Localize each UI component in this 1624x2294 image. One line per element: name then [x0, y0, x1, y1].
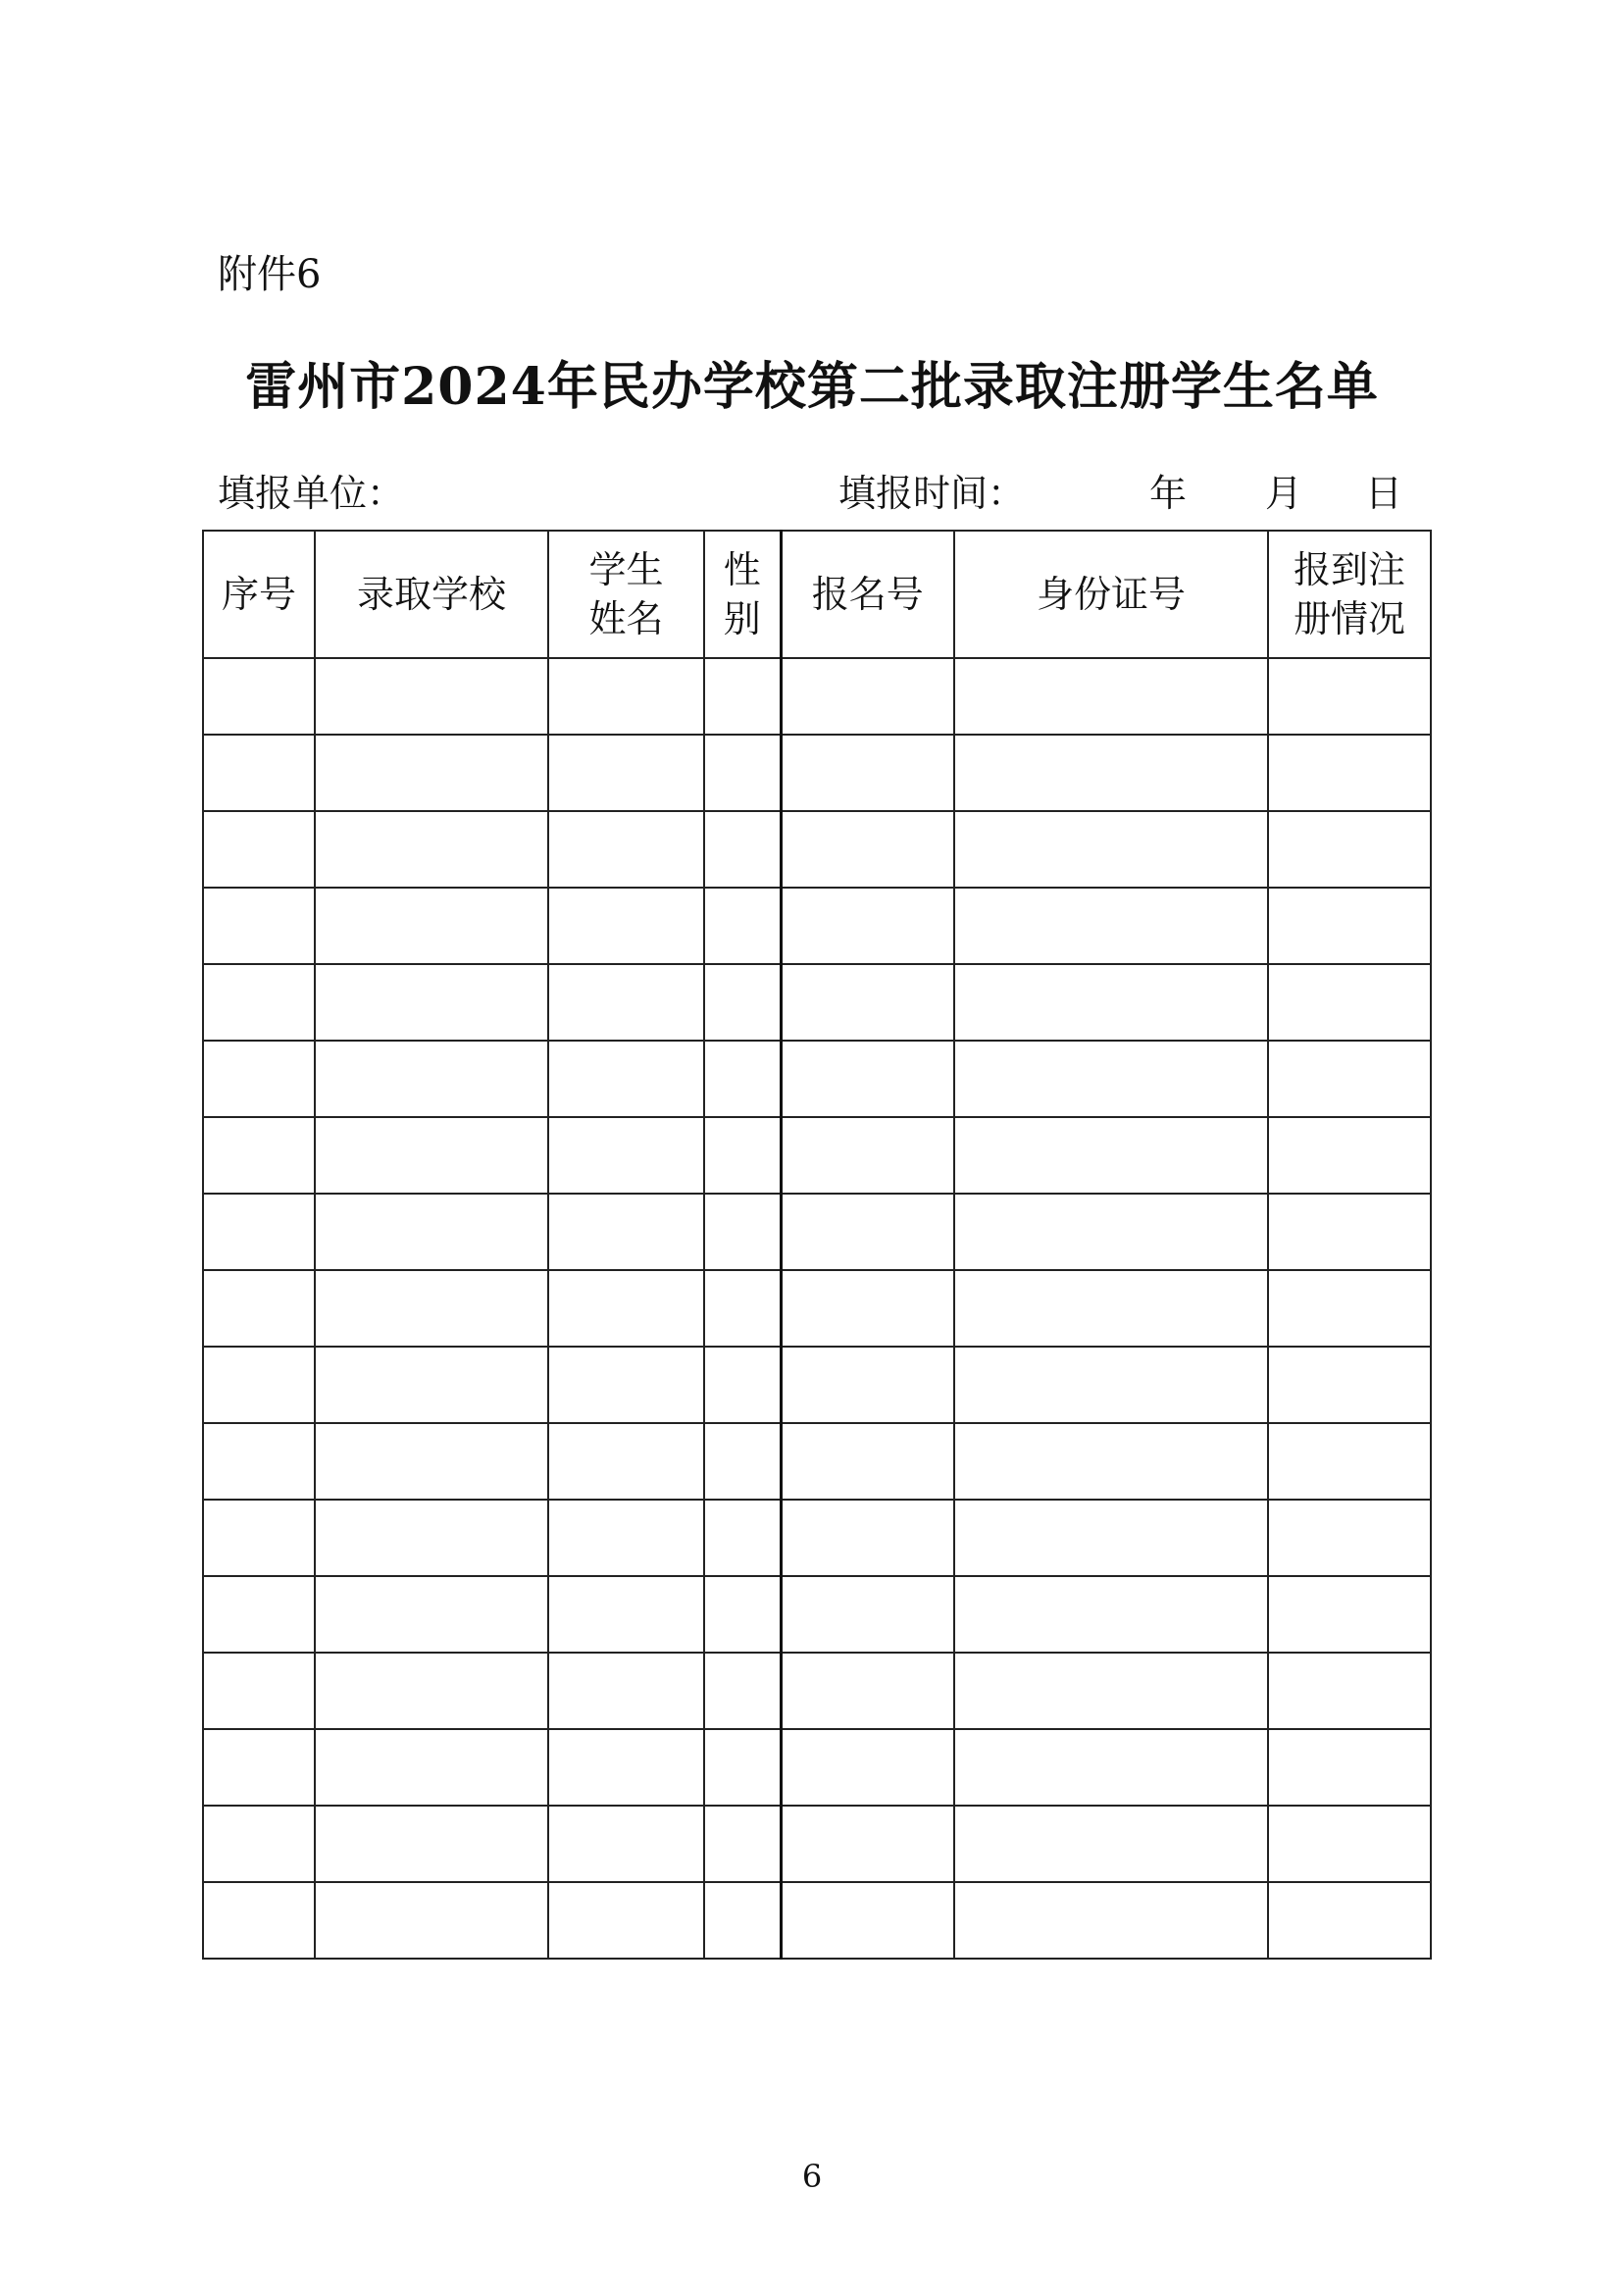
table-cell — [704, 1806, 781, 1882]
table-cell — [781, 735, 954, 811]
table-cell — [203, 1347, 315, 1423]
table-cell — [781, 1347, 954, 1423]
header-registration-status-line1: 报到注 — [1293, 548, 1405, 591]
fill-day-label: 日 — [1365, 472, 1403, 515]
table-cell — [704, 1117, 781, 1194]
table-cell — [1268, 964, 1431, 1041]
header-admitted-school — [315, 531, 548, 658]
table-cell — [548, 1347, 704, 1423]
header-registration-number-text: 报名号 — [811, 573, 924, 616]
table-cell — [954, 1500, 1268, 1576]
table-cell — [548, 1882, 704, 1959]
attachment-label: 附件6 — [218, 252, 322, 297]
table-cell — [548, 1806, 704, 1882]
table-cell — [954, 1194, 1268, 1270]
header-gender-line2: 别 — [723, 597, 761, 640]
table-cell — [781, 1500, 954, 1576]
table-row — [203, 1653, 1431, 1729]
table-cell — [548, 1117, 704, 1194]
table-row — [203, 1347, 1431, 1423]
header-student-name-line2: 姓名 — [588, 597, 664, 640]
table-cell — [315, 1117, 548, 1194]
table-cell — [954, 735, 1268, 811]
table-row — [203, 811, 1431, 888]
table-cell — [781, 964, 954, 1041]
table-row — [203, 1423, 1431, 1500]
table-cell — [203, 1729, 315, 1806]
table-row — [203, 1117, 1431, 1194]
table-cell — [203, 735, 315, 811]
table-cell — [1268, 1729, 1431, 1806]
table-cell — [1268, 888, 1431, 964]
table-cell — [781, 1806, 954, 1882]
table-cell — [704, 964, 781, 1041]
table-cell — [1268, 1500, 1431, 1576]
table-cell — [781, 1270, 954, 1347]
table-cell — [548, 1194, 704, 1270]
table-cell — [315, 735, 548, 811]
table-cell — [548, 1729, 704, 1806]
table-cell — [704, 1270, 781, 1347]
table-cell — [203, 1194, 315, 1270]
table-cell — [954, 888, 1268, 964]
header-registration-status-line2: 册情况 — [1293, 597, 1405, 640]
table-cell — [954, 1423, 1268, 1500]
table-cell — [203, 888, 315, 964]
table-cell — [203, 1653, 315, 1729]
table-cell — [548, 811, 704, 888]
table-cell — [1268, 1423, 1431, 1500]
table-cell — [704, 735, 781, 811]
table-cell — [704, 1041, 781, 1117]
table-row — [203, 735, 1431, 811]
table-cell — [203, 1270, 315, 1347]
table-row — [203, 1729, 1431, 1806]
table-cell — [315, 888, 548, 964]
table-cell — [954, 1347, 1268, 1423]
table-cell — [1268, 1041, 1431, 1117]
table-cell — [548, 1653, 704, 1729]
table-cell — [704, 1729, 781, 1806]
table-row — [203, 1576, 1431, 1653]
table-cell — [781, 1729, 954, 1806]
table-cell — [203, 811, 315, 888]
table-cell — [704, 658, 781, 735]
table-cell — [954, 1729, 1268, 1806]
table-cell — [781, 1423, 954, 1500]
table-cell — [704, 811, 781, 888]
table-cell — [548, 735, 704, 811]
table-cell — [315, 658, 548, 735]
table-cell — [954, 1653, 1268, 1729]
table-cell — [781, 1194, 954, 1270]
table-cell — [1268, 1347, 1431, 1423]
header-registration-status — [1268, 531, 1431, 658]
table-cell — [315, 1041, 548, 1117]
header-registration-number — [781, 531, 954, 658]
table-cell — [954, 1117, 1268, 1194]
table-cell — [954, 1576, 1268, 1653]
table-cell — [704, 1882, 781, 1959]
table-cell — [1268, 1806, 1431, 1882]
document-title: 雷州市2024年民办学校第二批录取注册学生名单 — [245, 357, 1379, 417]
table-cell — [315, 1423, 548, 1500]
table-row — [203, 1882, 1431, 1959]
header-id-number — [954, 531, 1268, 658]
table-cell — [704, 1194, 781, 1270]
table-cell — [954, 1270, 1268, 1347]
table-cell — [781, 1882, 954, 1959]
table-cell — [1268, 735, 1431, 811]
table-cell — [315, 1882, 548, 1959]
header-id-number-text: 身份证号 — [1036, 573, 1186, 616]
table-cell — [203, 1041, 315, 1117]
table-cell — [315, 1806, 548, 1882]
header-student-name — [548, 531, 704, 658]
table-cell — [1268, 1194, 1431, 1270]
table-cell — [781, 1117, 954, 1194]
table-row — [203, 1806, 1431, 1882]
table-header-row — [203, 531, 1431, 658]
table-cell — [203, 658, 315, 735]
table-cell — [203, 1806, 315, 1882]
table-cell — [548, 964, 704, 1041]
table-row — [203, 1041, 1431, 1117]
header-admitted-school-text: 录取学校 — [356, 573, 506, 616]
table-row — [203, 964, 1431, 1041]
table-cell — [315, 1576, 548, 1653]
table-cell — [548, 658, 704, 735]
table-cell — [315, 1347, 548, 1423]
table-cell — [315, 964, 548, 1041]
table-cell — [315, 1270, 548, 1347]
table-cell — [954, 811, 1268, 888]
table-cell — [203, 1576, 315, 1653]
table-cell — [548, 1576, 704, 1653]
table-cell — [781, 1041, 954, 1117]
fill-month-label: 月 — [1265, 472, 1303, 515]
table-row — [203, 658, 1431, 735]
table-cell — [954, 964, 1268, 1041]
table-cell — [954, 1882, 1268, 1959]
table-cell — [548, 1500, 704, 1576]
page-number: 6 — [801, 2158, 823, 2195]
table-cell — [1268, 1270, 1431, 1347]
table-cell — [548, 1041, 704, 1117]
table-cell — [704, 888, 781, 964]
table-cell — [781, 658, 954, 735]
table-cell — [315, 1653, 548, 1729]
header-gender-line1: 性 — [723, 548, 761, 591]
table-cell — [781, 1576, 954, 1653]
table-cell — [704, 1576, 781, 1653]
table-cell — [1268, 1882, 1431, 1959]
table-cell — [704, 1653, 781, 1729]
table-cell — [1268, 811, 1431, 888]
table-cell — [548, 888, 704, 964]
table-cell — [315, 1729, 548, 1806]
table-cell — [1268, 1576, 1431, 1653]
table-cell — [704, 1500, 781, 1576]
table-cell — [203, 1500, 315, 1576]
fill-time-label: 填报时间： — [838, 472, 1026, 515]
fill-year-label: 年 — [1149, 472, 1188, 515]
table-cell — [1268, 658, 1431, 735]
table-cell — [781, 811, 954, 888]
table-cell — [315, 1194, 548, 1270]
table-cell — [315, 1500, 548, 1576]
table-cell — [954, 1041, 1268, 1117]
table-cell — [203, 1423, 315, 1500]
table-cell — [203, 1882, 315, 1959]
header-student-name-line1: 学生 — [588, 548, 664, 591]
table-cell — [704, 1347, 781, 1423]
table-row — [203, 1194, 1431, 1270]
table-cell — [548, 1423, 704, 1500]
table-cell — [1268, 1117, 1431, 1194]
header-serial-number-text: 序号 — [221, 573, 296, 616]
table-cell — [781, 1653, 954, 1729]
student-roster-table — [202, 530, 1432, 1960]
table-row — [203, 1500, 1431, 1576]
fill-unit-label: 填报单位： — [218, 472, 405, 515]
table-cell — [203, 964, 315, 1041]
table-row — [203, 1270, 1431, 1347]
table-cell — [203, 1117, 315, 1194]
table-row — [203, 888, 1431, 964]
header-serial-number — [203, 531, 315, 658]
table-cell — [548, 1270, 704, 1347]
table-cell — [781, 888, 954, 964]
table-cell — [1268, 1653, 1431, 1729]
table-cell — [704, 1423, 781, 1500]
table-body — [203, 658, 1431, 1959]
table-cell — [315, 811, 548, 888]
table-cell — [954, 1806, 1268, 1882]
table-cell — [954, 658, 1268, 735]
header-gender — [704, 531, 781, 658]
